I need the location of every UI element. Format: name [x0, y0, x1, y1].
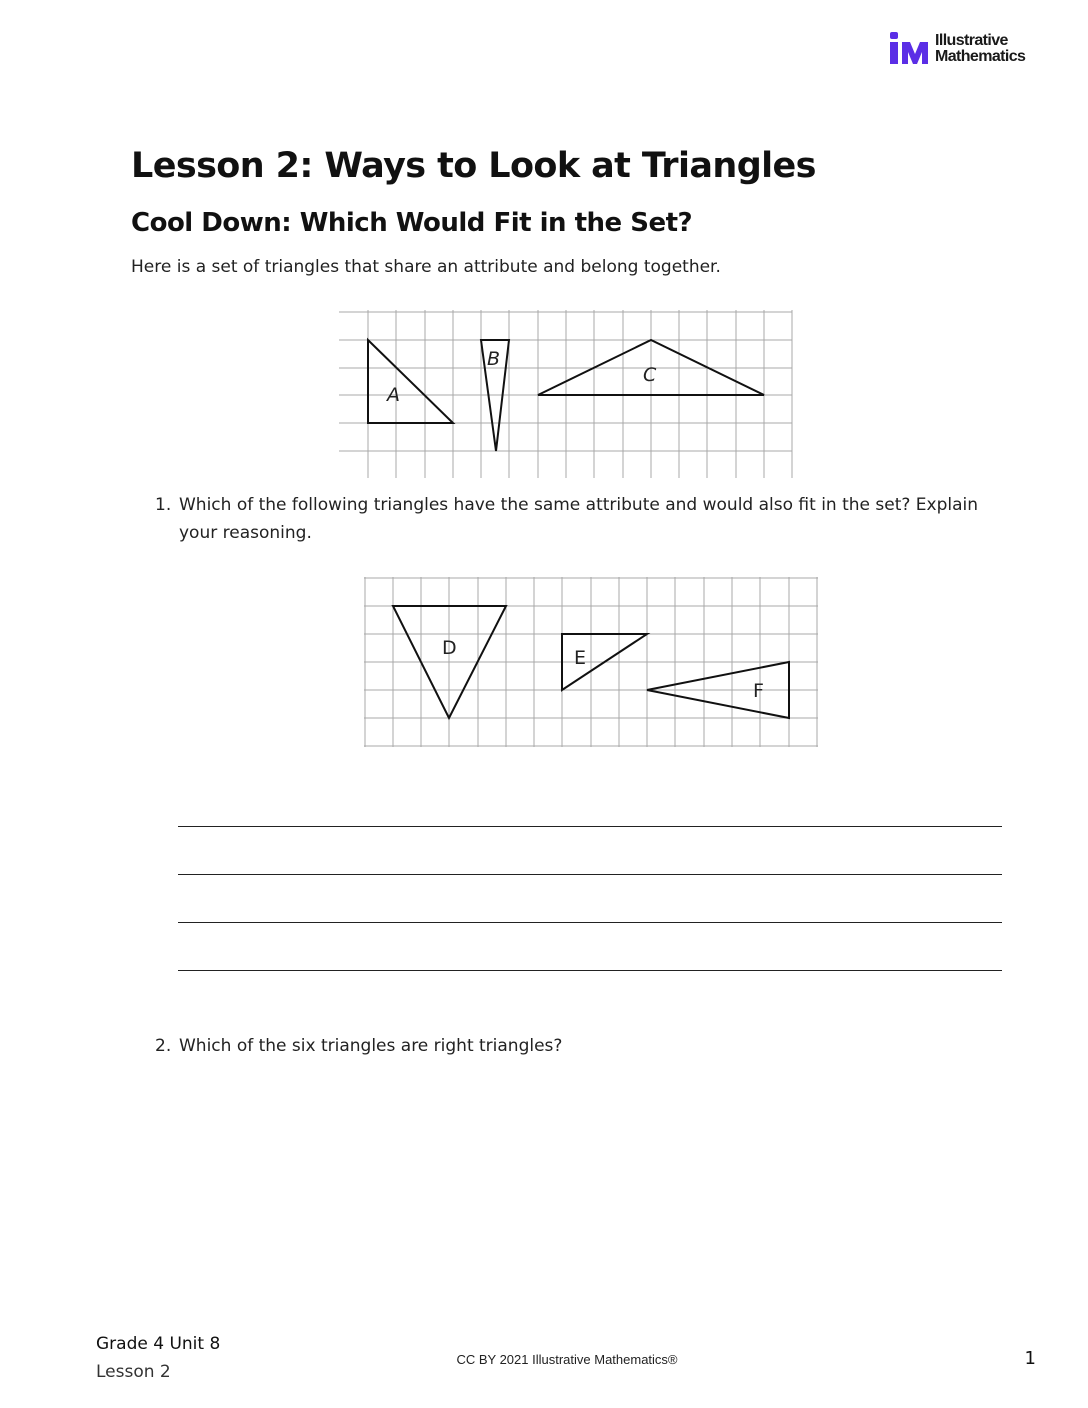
footer-lesson: Lesson 2: [96, 1362, 171, 1382]
brand-wordmark: [935, 33, 1025, 65]
footer-copyright: CC BY 2021 Illustrative Mathematics®: [456, 1352, 678, 1367]
candidate-triangles-figure: [364, 577, 820, 749]
question-2-text: Which of the six triangles are right triangles?: [179, 1036, 563, 1056]
triangle-set-figure: [339, 310, 795, 480]
triangle-e-label: E: [574, 647, 587, 669]
triangle-a-label: A: [387, 384, 400, 406]
question-1-text: Which of the following triangles have the same attribute and would also fit in the set? Explain your reasoning.: [179, 495, 979, 543]
page-number: 1: [1024, 1348, 1036, 1369]
im-logo-icon: [888, 32, 930, 66]
brand-logo: [888, 32, 1025, 66]
footer-grade-unit: Grade 4 Unit 8: [96, 1334, 221, 1354]
intro-text: Here is a set of triangles that share an attribute and belong together.: [131, 257, 721, 277]
answer-line[interactable]: [178, 826, 1002, 827]
triangle-d-label: D: [442, 637, 457, 659]
cooldown-title: Cool Down: Which Would Fit in the Set?: [131, 208, 693, 238]
lesson-title: Lesson 2: Ways to Look at Triangles: [131, 146, 816, 186]
answer-line[interactable]: [178, 970, 1002, 971]
answer-line[interactable]: [178, 922, 1002, 923]
triangle-b-label: B: [487, 348, 501, 370]
question-1: [155, 491, 985, 547]
triangle-c-label: C: [643, 364, 657, 386]
triangle-f-label: F: [753, 680, 764, 702]
answer-line[interactable]: [178, 874, 1002, 875]
question-1-number: 1.: [155, 495, 172, 515]
question-2: [155, 1032, 985, 1060]
question-2-number: 2.: [155, 1036, 172, 1056]
brand-name-line1: Illustrative: [935, 32, 1008, 49]
triangle-a: [368, 340, 453, 423]
brand-name-line2: Mathematics: [935, 48, 1026, 65]
